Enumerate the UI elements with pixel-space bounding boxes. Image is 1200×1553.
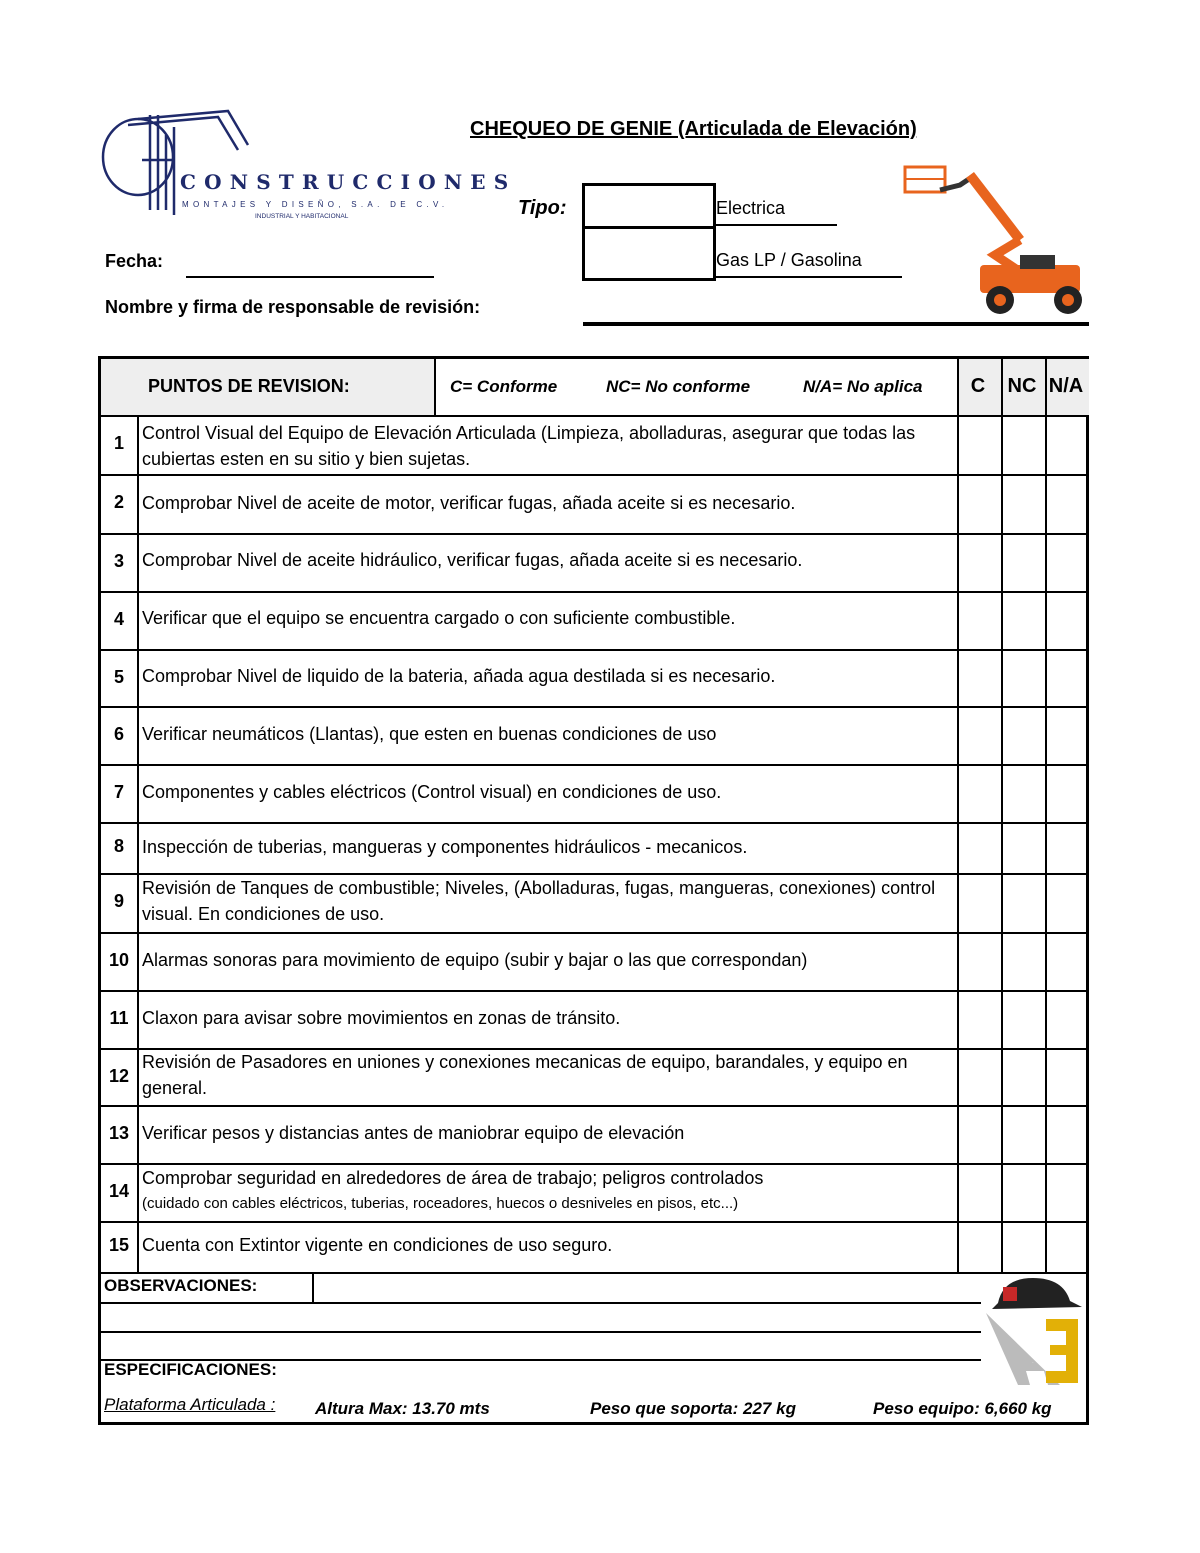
articulated-lift-image [900, 155, 1090, 325]
table-title: PUNTOS DE REVISION: [148, 376, 350, 396]
row-number: 1 [113, 433, 124, 453]
obs-line [101, 1302, 981, 1304]
table-row [101, 706, 956, 764]
row-text: Control Visual del Equipo de Elevación Articulada (Limpieza, abolladuras, asegurar que todas las cubiertas esten en su sitio y bien sujetas. [142, 423, 916, 469]
table-row [101, 1048, 956, 1105]
row-number: 3 [113, 551, 124, 571]
especificaciones-label: ESPECIFICACIONES: [104, 1360, 277, 1379]
row-number: 5 [113, 667, 124, 687]
table-row [101, 764, 956, 822]
row-text: Verificar neumáticos (Llantas), que esten en buenas condiciones de uso [142, 724, 717, 744]
row-text: Verificar pesos y distancias antes de maniobrar equipo de elevación [142, 1123, 685, 1143]
row-number: 9 [113, 891, 124, 911]
fecha-label: Fecha: [105, 251, 164, 271]
table-row [101, 533, 956, 591]
row-text: Alarmas sonoras para movimiento de equipo (subir y bajar o las que correspondan) [142, 950, 808, 970]
peso-equipo-spec: Peso equipo: 6,660 kg [873, 1399, 1052, 1418]
legend-no-conforme: NC= No conforme [606, 377, 751, 396]
row-text: Revisión de Tanques de combustible; Niveles, (Abolladuras, fugas, mangueras, conexiones) control visual. En condiciones de uso. [142, 878, 936, 924]
tipo-option-electrica: Electrica [716, 198, 786, 218]
table-row [101, 822, 956, 873]
table-row [101, 591, 956, 649]
logo-wordmark: CONSTRUCCIONES [180, 170, 517, 194]
plataforma-label: Plataforma Articulada : [104, 1395, 276, 1414]
row-line [101, 1272, 1089, 1274]
tipo-label: Tipo: [518, 197, 567, 219]
badge-text: A3 [1032, 1363, 1034, 1364]
obs-divider [312, 1272, 314, 1302]
a3-safety-badge [978, 1273, 1086, 1388]
row-number: 10 [108, 950, 130, 970]
tipo-option-gas: Gas LP / Gasolina [716, 250, 862, 270]
logo-subtitle-2: INDUSTRIAL Y HABITACIONAL [255, 213, 349, 220]
row-number: 4 [113, 609, 124, 629]
row-number: 7 [113, 782, 124, 802]
header-divider [434, 359, 436, 415]
table-row [101, 1163, 956, 1221]
peso-soporta-spec: Peso que soporta: 227 kg [590, 1399, 796, 1418]
row-text: Verificar que el equipo se encuentra cargado o con suficiente combustible. [142, 608, 736, 628]
row-text: Cuenta con Extintor vigente en condiciones de uso seguro. [142, 1235, 613, 1255]
obs-line [101, 1331, 981, 1333]
row-number: 8 [113, 836, 124, 856]
table-row [101, 990, 956, 1048]
table-row [101, 1221, 956, 1271]
table-row [101, 474, 956, 532]
row-number: 12 [108, 1066, 130, 1086]
responsable-field[interactable] [583, 322, 1089, 326]
table-row [101, 1105, 956, 1163]
row-number: 6 [113, 724, 124, 744]
fecha-field[interactable] [186, 276, 434, 278]
row-number: 14 [108, 1181, 130, 1201]
tipo-gas-underline [714, 276, 902, 278]
row-subtext: (cuidado con cables eléctricos, tuberias, roceadores, huecos o desniveles en pisos, etc...) [142, 1195, 739, 1212]
row-text: Inspección de tuberias, mangueras y componentes hidráulicos - mecanicos. [142, 837, 748, 857]
observaciones-label: OBSERVACIONES: [104, 1276, 258, 1295]
row-text: Componentes y cables eléctricos (Control visual) en condiciones de uso. [142, 782, 722, 802]
row-text: Claxon para avisar sobre movimientos en zonas de tránsito. [142, 1008, 621, 1028]
row-number: 15 [108, 1235, 130, 1255]
table-row [101, 415, 956, 473]
tipo-gas-checkbox[interactable] [582, 226, 716, 281]
row-text: Comprobar Nivel de aceite hidráulico, verificar fugas, añada aceite si es necesario. [142, 550, 803, 570]
legend-conforme: C= Conforme [450, 377, 558, 396]
row-text: Revisión de Pasadores en uniones y conexiones mecanicas de equipo, barandales, y equipo en general. [142, 1052, 908, 1098]
tipo-electrica-underline [714, 224, 837, 226]
altura-spec: Altura Max: 13.70 mts [315, 1399, 490, 1418]
na-col-divider [1045, 359, 1047, 1272]
row-number: 11 [109, 1008, 129, 1028]
row-number: 13 [108, 1123, 130, 1143]
legend-no-aplica: N/A= No aplica [803, 377, 923, 396]
c-col-divider [957, 359, 959, 1272]
responsable-label: Nombre y firma de responsable de revisión: [105, 297, 481, 317]
row-number: 2 [113, 492, 124, 512]
nc-col-divider [1001, 359, 1003, 1272]
tipo-electrica-checkbox[interactable] [582, 183, 716, 229]
logo-subtitle: MONTAJES Y DISEÑO, S.A. DE C.V. [182, 200, 449, 209]
table-row [101, 873, 956, 932]
col-header-c: C [970, 375, 986, 397]
row-text: Comprobar Nivel de liquido de la bateria, añada agua destilada si es necesario. [142, 666, 776, 686]
col-header-nc: NC [1007, 375, 1037, 397]
table-row [101, 932, 956, 990]
table-row [101, 649, 956, 706]
page-title: CHEQUEO DE GENIE (Articulada de Elevación) [470, 118, 917, 140]
row-text: Comprobar Nivel de aceite de motor, verificar fugas, añada aceite si es necesario. [142, 493, 796, 513]
row-text: Comprobar seguridad en alrededores de área de trabajo; peligros controlados [142, 1168, 764, 1188]
col-header-na: N/A [1048, 375, 1084, 397]
